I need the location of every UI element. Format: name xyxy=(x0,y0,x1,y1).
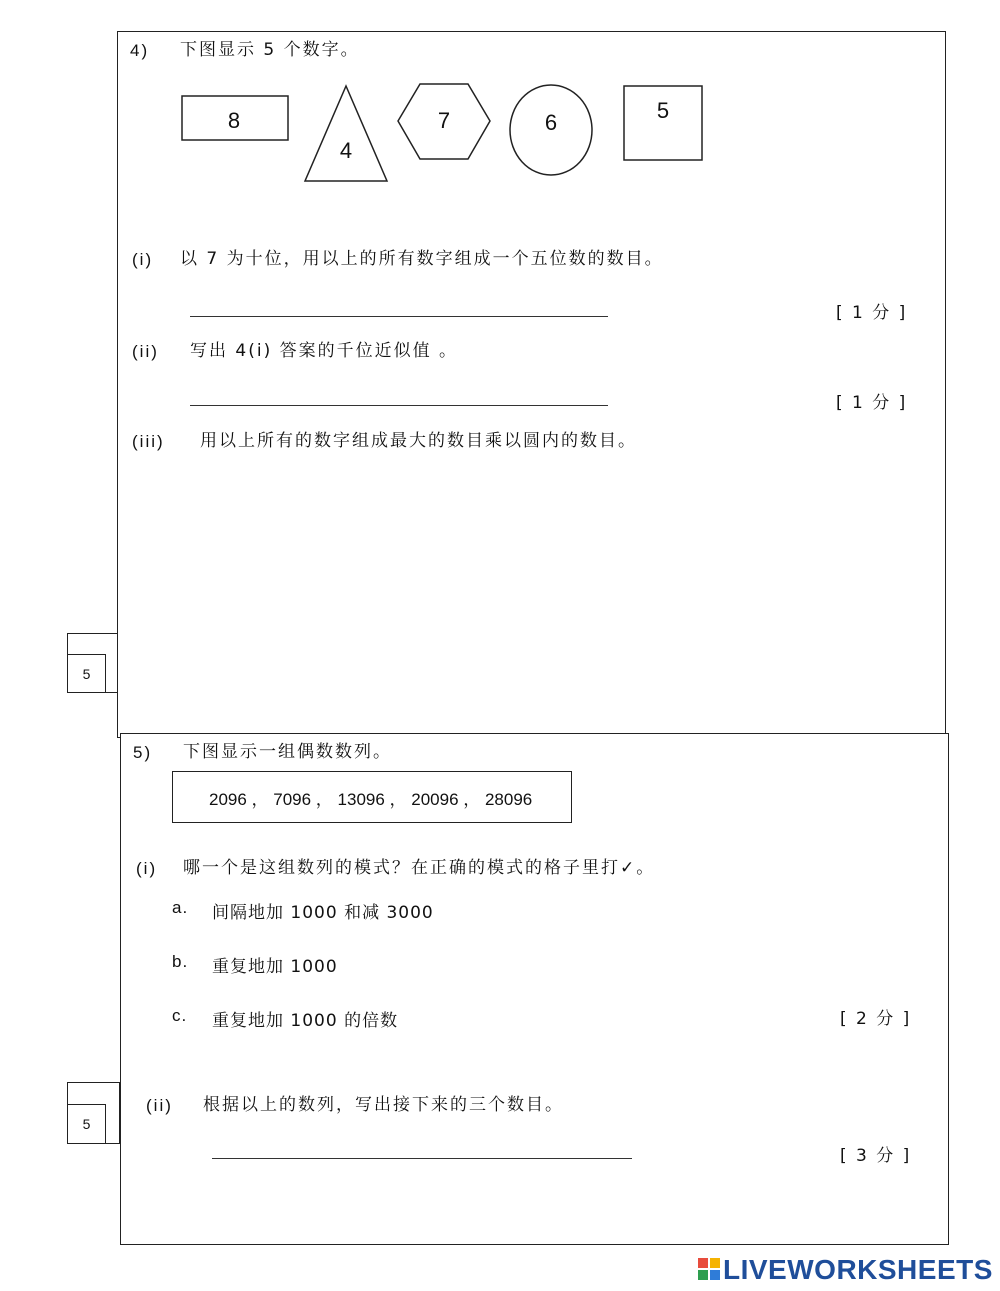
q5-part-i-score: [ 2 分 ] xyxy=(840,1009,912,1029)
circle-value: 6 xyxy=(544,110,558,135)
q4-part-ii-answer-line xyxy=(190,405,608,406)
triangle-shape xyxy=(305,86,387,181)
q5-marks-box: 5 xyxy=(67,1104,106,1144)
q5-part-ii-label: (ii) xyxy=(146,1096,173,1115)
q4-shapes xyxy=(0,0,1000,200)
q4-part-i-answer-input[interactable] xyxy=(190,294,612,318)
q4-marks-box: 5 xyxy=(67,654,106,693)
q5-option-b-letter: b. xyxy=(172,952,189,971)
q4-part-iii-label: (iii) xyxy=(132,432,165,451)
q4-part-ii-score: [ 1 分 ] xyxy=(836,393,908,413)
triangle-value: 4 xyxy=(339,138,353,163)
q5-part-ii-answer-line xyxy=(212,1158,632,1159)
q5-option-c-text: 重复地加 1000 的倍数 xyxy=(212,1011,399,1031)
q5-part-ii-text: 根据以上的数列，写出接下来的三个数目。 xyxy=(203,1095,564,1115)
q5-number: 5) xyxy=(133,743,153,762)
q4-part-i-text: 以 7 为十位，用以上的所有数字组成一个五位数的数目。 xyxy=(180,249,664,269)
hexagon-value: 7 xyxy=(437,108,451,133)
q4-part-iii-working-area[interactable] xyxy=(180,470,904,694)
q5-part-i-text: 哪一个是这组数列的模式？在正确的模式的格子里打✓。 xyxy=(183,858,656,878)
rectangle-value: 8 xyxy=(227,108,241,133)
q5-part-ii-answer-input[interactable] xyxy=(212,1136,636,1160)
q4-part-i-label: (i) xyxy=(132,250,154,269)
q4-intro: 下图显示 5 个数字。 xyxy=(180,40,360,60)
q5-option-b-text: 重复地加 1000 xyxy=(212,957,338,977)
q5-option-a-letter: a. xyxy=(172,898,189,917)
square-value: 5 xyxy=(656,98,670,123)
q5-part-i-label: (i) xyxy=(136,859,158,878)
q4-part-ii-answer-input[interactable] xyxy=(190,383,612,407)
liveworksheets-logo-icon xyxy=(697,1257,723,1283)
q5-intro: 下图显示一组偶数数列。 xyxy=(183,742,392,762)
q4-number: 4) xyxy=(130,41,150,60)
q4-part-i-score: [ 1 分 ] xyxy=(836,303,908,323)
q5-option-a-text: 间隔地加 1000 和减 3000 xyxy=(212,903,434,923)
q5-part-ii-score: [ 3 分 ] xyxy=(840,1146,912,1166)
q4-part-ii-label: (ii) xyxy=(132,342,159,361)
q4-part-iii-text: 用以上所有的数字组成最大的数目乘以圆内的数目。 xyxy=(200,431,637,451)
q4-part-ii-text: 写出 4(i) 答案的千位近似值 。 xyxy=(190,341,459,361)
q5-option-c-letter: c. xyxy=(172,1006,188,1025)
q5-sequence-box: 2096 ， 7096 ， 13096 ， 20096 ， 28096 xyxy=(172,771,572,823)
q4-part-i-answer-line xyxy=(190,316,608,317)
liveworksheets-logo-text: LIVEWORKSHEETS xyxy=(723,1254,993,1285)
